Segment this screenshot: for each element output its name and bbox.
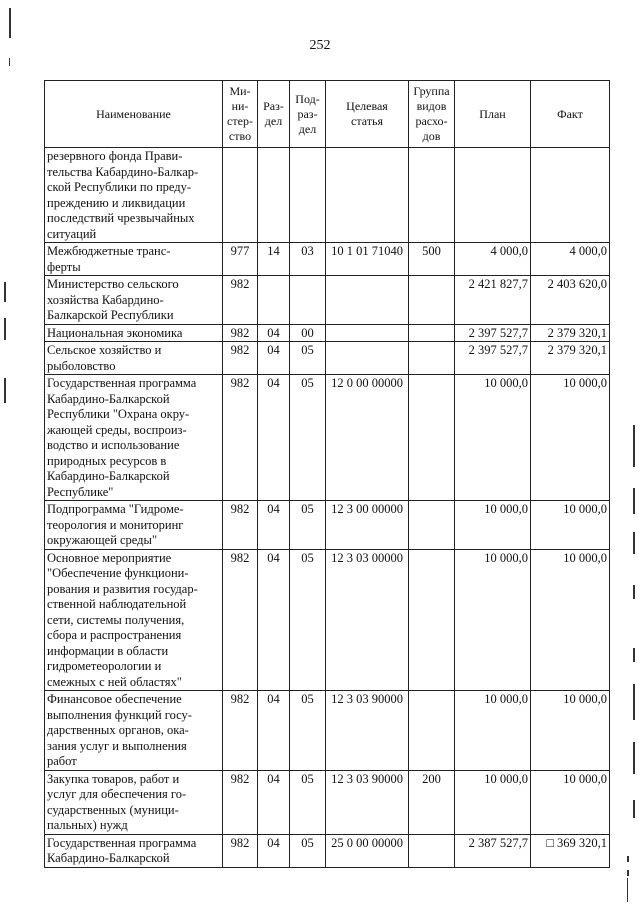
cell-ministry: 982: [223, 770, 258, 834]
table-body: [45, 148, 610, 868]
cell-section: [258, 276, 290, 325]
cell-subsection: 00: [290, 324, 326, 342]
cell-name: Межбюджетные транс- ферты: [45, 243, 223, 276]
header-fact: Факт: [531, 81, 610, 148]
cell-name: Закупка товаров, работ и услуг для обеспечения го- сударственных (муници- пальных) нужд: [45, 770, 223, 834]
cell-group: [409, 549, 455, 691]
scan-mark: [633, 532, 635, 554]
cell-group: [409, 691, 455, 771]
cell-ministry: 982: [223, 834, 258, 867]
cell-group: [409, 324, 455, 342]
cell-subsection: [290, 148, 326, 243]
cell-target: [326, 342, 409, 375]
table-row: [45, 691, 610, 771]
cell-target: [326, 276, 409, 325]
cell-section: 04: [258, 691, 290, 771]
cell-name: Национальная экономика: [45, 324, 223, 342]
cell-plan: 2 397 527,7: [455, 324, 531, 342]
cell-group: 500: [409, 243, 455, 276]
scan-mark: [4, 282, 6, 302]
cell-name: Подпрограмма "Гидроме- теорология и мониторинг окружающей среды": [45, 501, 223, 550]
cell-ministry: 977: [223, 243, 258, 276]
cell-plan: 10 000,0: [455, 770, 531, 834]
budget-table: [44, 80, 610, 868]
table-row: [45, 342, 610, 375]
table-row: [45, 375, 610, 501]
table-row: [45, 501, 610, 550]
scan-mark: [627, 878, 628, 902]
cell-fact: 2 403 620,0: [531, 276, 610, 325]
cell-fact: 10 000,0: [531, 501, 610, 550]
scan-mark: [627, 856, 629, 862]
cell-target: 12 3 03 90000: [326, 770, 409, 834]
header-group: Группа видов расхо- дов: [409, 81, 455, 148]
cell-plan: 2 421 827,7: [455, 276, 531, 325]
cell-plan: 2 387 527,7: [455, 834, 531, 867]
cell-subsection: 03: [290, 243, 326, 276]
cell-plan: 4 000,0: [455, 243, 531, 276]
scan-mark: [4, 378, 6, 403]
table-row: [45, 834, 610, 867]
header-subsection: Под- раз- дел: [290, 81, 326, 148]
scan-mark: [627, 870, 629, 876]
cell-section: [258, 148, 290, 243]
cell-ministry: 982: [223, 501, 258, 550]
cell-section: 14: [258, 243, 290, 276]
scan-mark: [633, 488, 635, 514]
cell-name: резервного фонда Прави- тельства Кабардино-Балкар- ской Республики по преду- преждению и ликвидации последствий чрезвычайных ситуаций: [45, 148, 223, 243]
scan-mark: [633, 648, 635, 662]
cell-fact: □ 369 320,1: [531, 834, 610, 867]
cell-ministry: 982: [223, 375, 258, 501]
header-ministry: Ми- ни- стер- ство: [223, 81, 258, 148]
table-row: [45, 148, 610, 243]
cell-fact: 10 000,0: [531, 375, 610, 501]
cell-section: 04: [258, 342, 290, 375]
header-name: Наименование: [45, 81, 223, 148]
scan-mark: [633, 800, 635, 818]
scan-mark: [9, 8, 11, 38]
cell-section: 04: [258, 324, 290, 342]
cell-section: 04: [258, 834, 290, 867]
cell-target: 12 0 00 00000: [326, 375, 409, 501]
cell-target: 10 1 01 71040: [326, 243, 409, 276]
scan-mark: [4, 318, 6, 340]
cell-plan: 10 000,0: [455, 691, 531, 771]
cell-subsection: 05: [290, 501, 326, 550]
cell-group: [409, 834, 455, 867]
cell-ministry: 982: [223, 324, 258, 342]
cell-group: [409, 276, 455, 325]
cell-section: 04: [258, 770, 290, 834]
cell-plan: [455, 148, 531, 243]
cell-name: Государственная программа Кабардино-Балкарской: [45, 834, 223, 867]
table-row: [45, 243, 610, 276]
cell-target: 12 3 03 90000: [326, 691, 409, 771]
scan-mark: [633, 425, 635, 467]
cell-fact: 4 000,0: [531, 243, 610, 276]
scan-mark: [633, 742, 635, 774]
cell-group: 200: [409, 770, 455, 834]
cell-name: Государственная программа Кабардино-Балкарской Республики "Охрана окру- жающей среды, воспроиз- водство и использование природных ресурсов в Кабардино-Балкарской Республике": [45, 375, 223, 501]
cell-plan: 2 397 527,7: [455, 342, 531, 375]
cell-subsection: 05: [290, 549, 326, 691]
cell-name: Сельское хозяйство и рыболовство: [45, 342, 223, 375]
cell-group: [409, 342, 455, 375]
cell-fact: 10 000,0: [531, 691, 610, 771]
cell-subsection: [290, 276, 326, 325]
cell-target: [326, 148, 409, 243]
table-row: [45, 549, 610, 691]
cell-ministry: 982: [223, 549, 258, 691]
cell-target: 12 3 03 00000: [326, 549, 409, 691]
scan-mark: [633, 585, 635, 599]
cell-fact: 2 379 320,1: [531, 324, 610, 342]
scan-mark: [9, 58, 10, 66]
header-plan: План: [455, 81, 531, 148]
cell-name: Основное мероприятие "Обеспечение функциони- рования и развития государ- ственной наблюдательной сети, системы получения, сбора и распространения информации в области гидрометеорологии и смежных с ней областях": [45, 549, 223, 691]
cell-section: 04: [258, 501, 290, 550]
cell-ministry: 982: [223, 276, 258, 325]
cell-target: 12 3 00 00000: [326, 501, 409, 550]
cell-subsection: 05: [290, 342, 326, 375]
cell-group: [409, 501, 455, 550]
header-target: Целевая статья: [326, 81, 409, 148]
cell-fact: 2 379 320,1: [531, 342, 610, 375]
header-section: Раз- дел: [258, 81, 290, 148]
cell-group: [409, 148, 455, 243]
cell-plan: 10 000,0: [455, 375, 531, 501]
page-number: 252: [309, 38, 331, 53]
cell-subsection: 05: [290, 691, 326, 771]
cell-fact: [531, 148, 610, 243]
cell-subsection: 05: [290, 834, 326, 867]
table-header-row: [45, 81, 610, 148]
cell-group: [409, 375, 455, 501]
cell-plan: 10 000,0: [455, 501, 531, 550]
cell-fact: 10 000,0: [531, 549, 610, 691]
table-row: [45, 770, 610, 834]
cell-ministry: 982: [223, 342, 258, 375]
scan-mark: [633, 684, 635, 720]
table-row: [45, 276, 610, 325]
cell-plan: 10 000,0: [455, 549, 531, 691]
cell-subsection: 05: [290, 770, 326, 834]
cell-name: Министерство сельского хозяйства Кабардино- Балкарской Республики: [45, 276, 223, 325]
cell-fact: 10 000,0: [531, 770, 610, 834]
cell-ministry: [223, 148, 258, 243]
cell-section: 04: [258, 375, 290, 501]
cell-name: Финансовое обеспечение выполнения функций госу- дарственных органов, ока- зания услуг и выполнения работ: [45, 691, 223, 771]
table-row: [45, 324, 610, 342]
cell-subsection: 05: [290, 375, 326, 501]
cell-target: 25 0 00 00000: [326, 834, 409, 867]
cell-ministry: 982: [223, 691, 258, 771]
cell-section: 04: [258, 549, 290, 691]
cell-target: [326, 324, 409, 342]
